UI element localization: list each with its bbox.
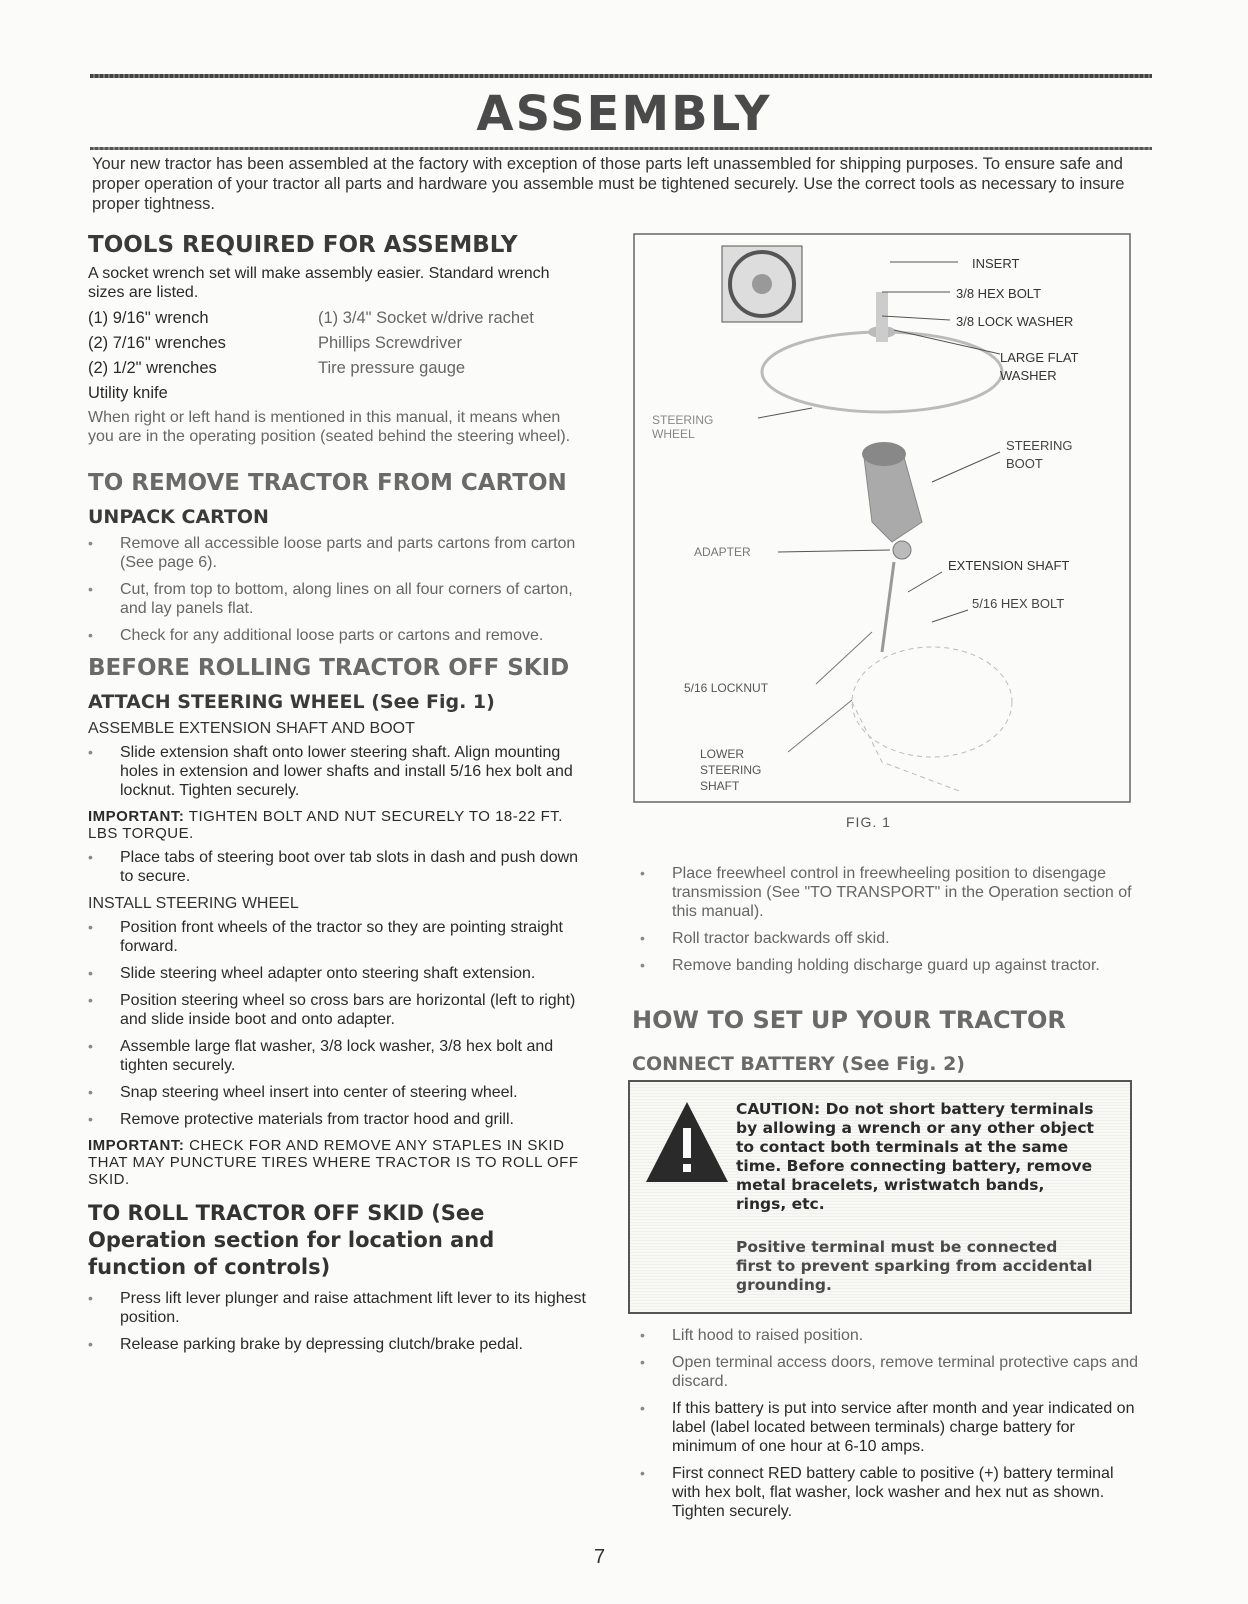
list-item: • Remove protective materials from tractor hood and grill. bbox=[88, 1110, 588, 1129]
assemble-list bbox=[88, 743, 588, 800]
tool-item: (2) 1/2" wrenches bbox=[88, 359, 217, 377]
label-large-flat-2: WASHER bbox=[1000, 368, 1057, 383]
install-subheading: INSTALL STEERING WHEEL bbox=[88, 895, 299, 912]
roll-heading: TO ROLL TRACTOR OFF SKID (See Operation section for location and function of controls) bbox=[88, 1201, 495, 1279]
label-lower-2: STEERING bbox=[700, 763, 762, 777]
figure-1-steering-assembly bbox=[632, 232, 1132, 804]
title-rule bbox=[90, 147, 1152, 150]
list-item: • Cut, from top to bottom, along lines on all four corners of carton, and lay panels flat. bbox=[88, 580, 588, 618]
important-note-2: IMPORTANT: CHECK FOR AND REMOVE ANY STAPLES IN SKID THAT MAY PUNCTURE TIRES WHERE TRACTOR IS TO ROLL OFF SKID. bbox=[88, 1137, 579, 1188]
label-hex-bolt-38: 3/8 HEX BOLT bbox=[956, 286, 1042, 301]
caution-box bbox=[628, 1080, 1132, 1314]
label-locknut: 5/16 LOCKNUT bbox=[684, 681, 769, 695]
tools-heading: TOOLS REQUIRED FOR ASSEMBLY bbox=[88, 232, 518, 258]
orientation-note: When right or left hand is mentioned in this manual, it means when you are in the operating position (seated behind the steering wheel). bbox=[88, 409, 571, 445]
list-item: • Remove all accessible loose parts and parts cartons from carton (See page 6). bbox=[88, 534, 588, 572]
battery-list bbox=[640, 1326, 1140, 1521]
left-column bbox=[88, 230, 588, 1362]
figure-caption: FIG. 1 bbox=[846, 814, 891, 830]
list-item: • Roll tractor backwards off skid. bbox=[640, 929, 1160, 948]
positive-terminal-text: Positive terminal must be connected first to prevent sparking from accidental grounding. bbox=[736, 1238, 1093, 1294]
list-item: • First connect RED battery cable to positive (+) battery terminal with hex bolt, flat washer, lock washer and hex nut as shown. Tighten securely. bbox=[640, 1464, 1140, 1521]
page-number: 7 bbox=[594, 1546, 606, 1568]
label-steering-wheel-2: WHEEL bbox=[652, 427, 695, 441]
label-insert: INSERT bbox=[972, 256, 1020, 271]
label-boot-2: BOOT bbox=[1006, 456, 1043, 471]
setup-heading: HOW TO SET UP YOUR TRACTOR bbox=[632, 1006, 1066, 1034]
steering-diagram bbox=[632, 232, 1132, 804]
list-item: • Slide extension shaft onto lower steering shaft. Align mounting holes in extension and lower shafts and install 5/16 hex bolt and locknut. Tighten securely. bbox=[88, 743, 588, 800]
important-note-1: IMPORTANT: TIGHTEN BOLT AND NUT SECURELY TO 18-22 FT. LBS TORQUE. bbox=[88, 808, 563, 842]
skid-list bbox=[640, 864, 1160, 975]
label-lock-washer: 3/8 LOCK WASHER bbox=[956, 314, 1074, 329]
list-item: • Assemble large flat washer, 3/8 lock washer, 3/8 hex bolt and tighten securely. bbox=[88, 1037, 588, 1075]
list-item: • Check for any additional loose parts or cartons and remove. bbox=[88, 626, 588, 645]
tool-item: (2) 7/16" wrenches bbox=[88, 334, 226, 352]
tool-item: (1) 9/16" wrench bbox=[88, 309, 209, 327]
list-item: • If this battery is put into service after month and year indicated on label (label located between terminals) charge battery for minimum of one hour at 6-10 amps. bbox=[640, 1399, 1140, 1456]
list-item: • Remove banding holding discharge guard up against tractor. bbox=[640, 956, 1160, 975]
tool-item: (1) 3/4" Socket w/drive rachet bbox=[318, 309, 534, 327]
intro-paragraph: Your new tractor has been assembled at the factory with exception of those parts left unassembled for shipping purposes. To ensure safe and proper operation of your tractor all parts and hardware you assemble must be tightened securely. Use the correct tools as necessary to insure proper tightness. bbox=[92, 155, 1125, 213]
list-item: • Release parking brake by depressing clutch/brake pedal. bbox=[88, 1335, 588, 1354]
list-item: • Place freewheel control in freewheeling position to disengage transmission (See "TO TRANSPORT" in the Operation section of this manual). bbox=[640, 864, 1160, 921]
page-title: ASSEMBLY bbox=[476, 86, 772, 142]
label-adapter: ADAPTER bbox=[694, 545, 751, 559]
list-item: • Slide steering wheel adapter onto steering shaft extension. bbox=[88, 964, 588, 983]
caution-text: CAUTION: Do not short battery terminals by allowing a wrench or any other object to contact both terminals at the same time. Before connecting battery, remove metal bracelets, wristwatch bands, rings, etc. bbox=[736, 1100, 1094, 1213]
label-boot-1: STEERING bbox=[1006, 438, 1073, 453]
warning-triangle-icon bbox=[642, 1098, 732, 1188]
list-item: • Place tabs of steering boot over tab slots in dash and push down to secure. bbox=[88, 848, 588, 886]
unpack-subheading: UNPACK CARTON bbox=[88, 506, 269, 528]
list-item: • Press lift lever plunger and raise attachment lift lever to its highest position. bbox=[88, 1289, 588, 1327]
label-large-flat-1: LARGE FLAT bbox=[1000, 350, 1079, 365]
install-list bbox=[88, 918, 588, 1129]
battery-steps bbox=[640, 1322, 1140, 1529]
right-column bbox=[632, 860, 1160, 1077]
tool-item bbox=[318, 381, 588, 406]
unpack-list bbox=[88, 534, 588, 645]
remove-heading: TO REMOVE TRACTOR FROM CARTON bbox=[88, 470, 567, 496]
tool-item: Phillips Screwdriver bbox=[318, 334, 462, 352]
list-item: • Lift hood to raised position. bbox=[640, 1326, 1140, 1345]
before-heading: BEFORE ROLLING TRACTOR OFF SKID bbox=[88, 655, 570, 681]
tool-item: Tire pressure gauge bbox=[318, 359, 466, 377]
list-item: • Snap steering wheel insert into center of steering wheel. bbox=[88, 1083, 588, 1102]
label-extension-shaft: EXTENSION SHAFT bbox=[948, 558, 1070, 573]
attach-subheading: ATTACH STEERING WHEEL (See Fig. 1) bbox=[88, 691, 495, 713]
list-item: • Position front wheels of the tractor so they are pointing straight forward. bbox=[88, 918, 588, 956]
top-rule bbox=[90, 74, 1152, 78]
tools-text: A socket wrench set will make assembly easier. Standard wrench sizes are listed. bbox=[88, 265, 550, 301]
boot-list bbox=[88, 848, 588, 886]
battery-subheading: CONNECT BATTERY (See Fig. 2) bbox=[632, 1053, 965, 1075]
label-lower-3: SHAFT bbox=[700, 779, 740, 793]
assemble-subheading: ASSEMBLE EXTENSION SHAFT AND BOOT bbox=[88, 720, 415, 737]
label-steering-wheel-1: STEERING bbox=[652, 413, 714, 427]
tool-item: Utility knife bbox=[88, 384, 168, 402]
label-hex-bolt-516: 5/16 HEX BOLT bbox=[972, 596, 1065, 611]
list-item: • Open terminal access doors, remove terminal protective caps and discard. bbox=[640, 1353, 1140, 1391]
list-item: • Position steering wheel so cross bars are horizontal (left to right) and slide inside boot and onto adapter. bbox=[88, 991, 588, 1029]
tools-list bbox=[88, 306, 588, 406]
roll-list bbox=[88, 1289, 588, 1354]
label-lower-1: LOWER bbox=[700, 747, 745, 761]
